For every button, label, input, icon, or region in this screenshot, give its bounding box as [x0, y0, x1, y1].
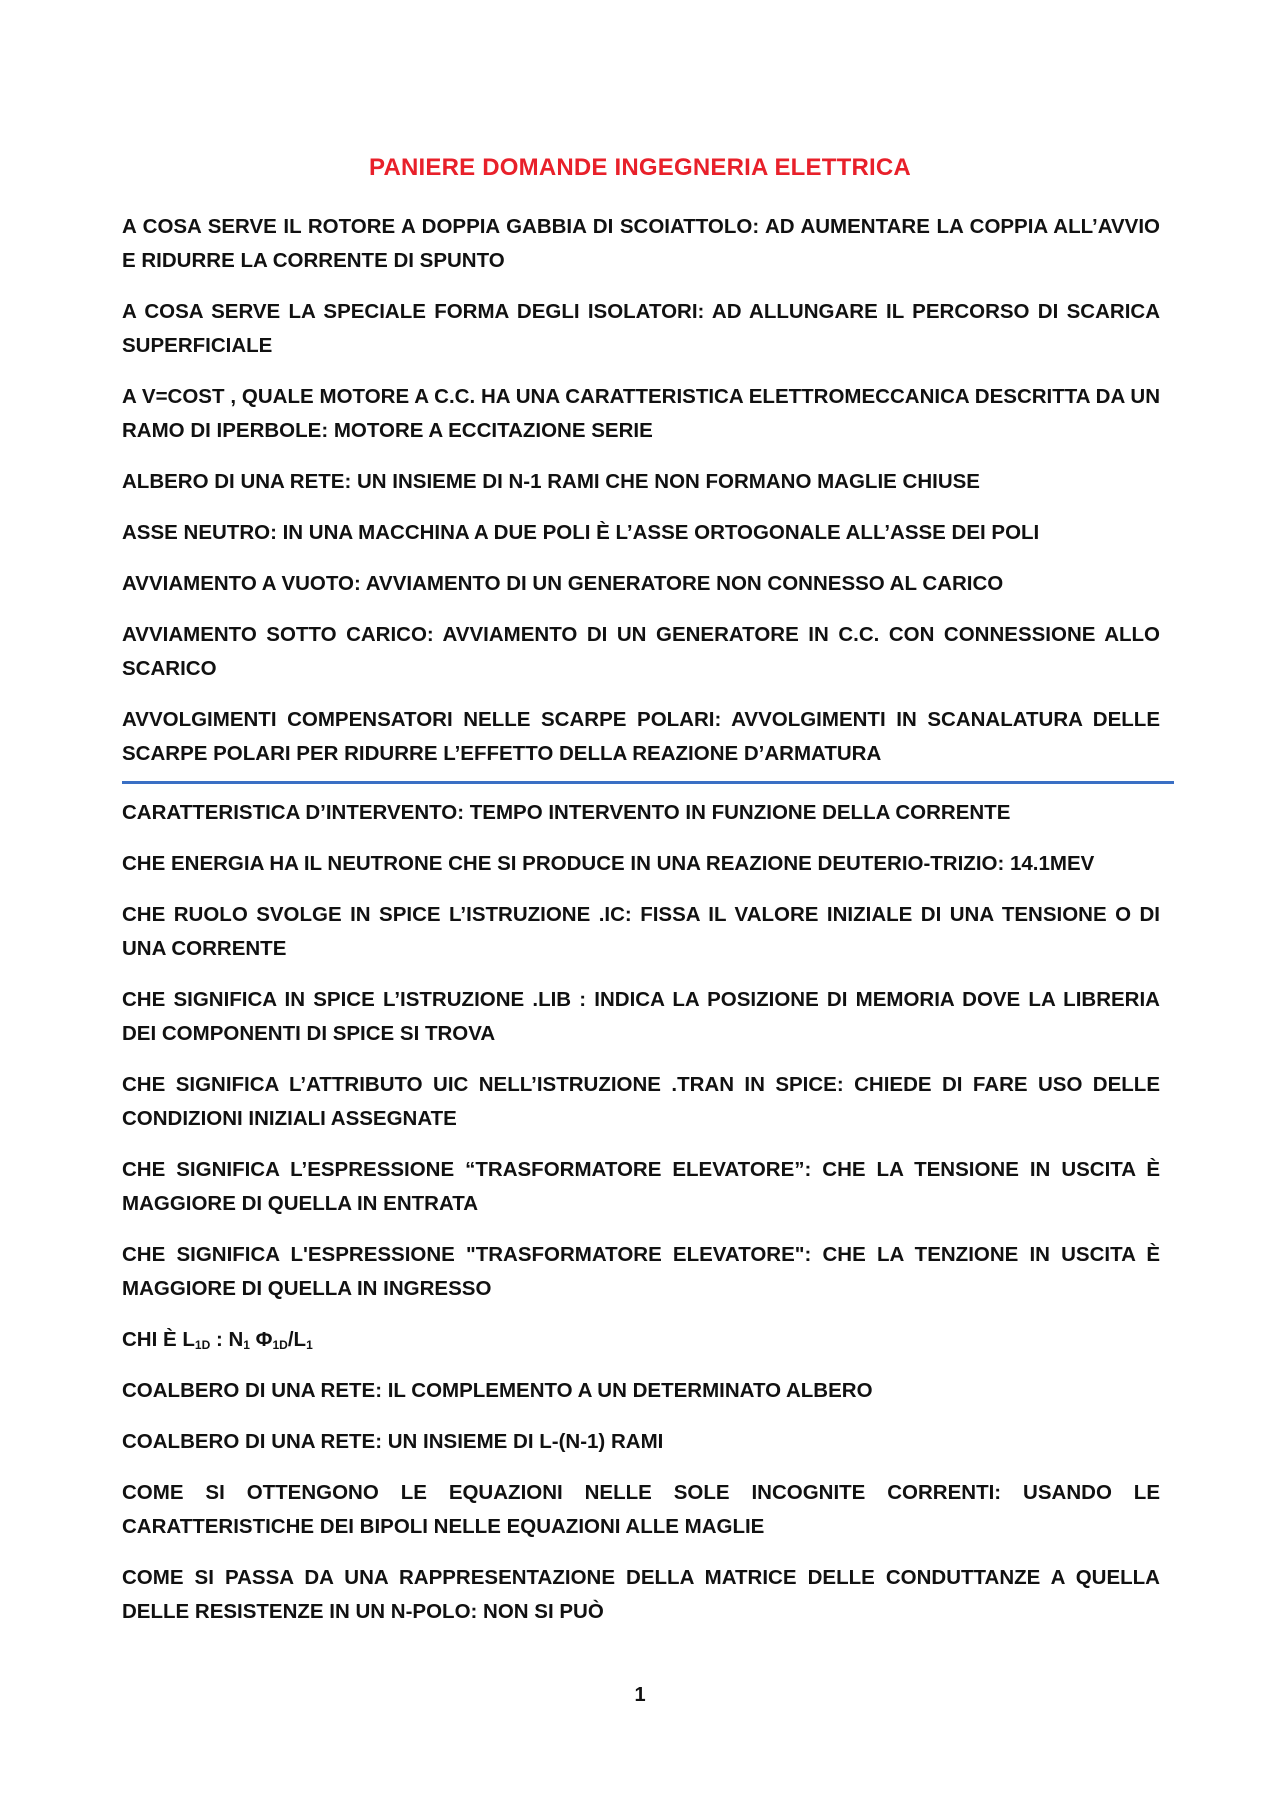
question-entry: COME SI PASSA DA UNA RAPPRESENTAZIONE DELLA MATRICE DELLE CONDUTTANZE A QUELLA DELLE RESISTENZE IN UN N-POLO: NON SI PUÒ: [122, 1566, 1160, 1623]
question-entry: A V=COST , QUALE MOTORE A C.C. HA UNA CARATTERISTICA ELETTROMECCANICA DESCRITTA DA UN RAMO DI IPERBOLE: MOTORE A ECCITAZIONE SERIE: [122, 385, 1160, 442]
formula-subscript: 1: [306, 1338, 313, 1352]
formula-prefix: CHI È L: [122, 1328, 195, 1351]
question-entry: ASSE NEUTRO: IN UNA MACCHINA A DUE POLI È L’ASSE ORTOGONALE ALL’ASSE DEI POLI: [122, 521, 1040, 544]
document-title: PANIERE DOMANDE INGEGNERIA ELETTRICA: [369, 154, 911, 181]
question-entry: CHE SIGNIFICA L’ATTRIBUTO UIC NELL’ISTRUZIONE .TRAN IN SPICE: CHIEDE DI FARE USO DELLE CONDIZIONI INIZIALI ASSEGNATE: [122, 1073, 1160, 1130]
formula-mid: : N: [210, 1328, 244, 1351]
question-entry: CHE SIGNIFICA L'ESPRESSIONE "TRASFORMATORE ELEVATORE": CHE LA TENZIONE IN USCITA È MAGGIORE DI QUELLA IN INGRESSO: [122, 1243, 1160, 1300]
formula-phi: Φ: [249, 1328, 273, 1351]
formula-slash: /L: [287, 1328, 307, 1351]
question-entry: A COSA SERVE IL ROTORE A DOPPIA GABBIA DI SCOIATTOLO: AD AUMENTARE LA COPPIA ALL’AVVIO E RIDURRE LA CORRENTE DI SPUNTO: [122, 215, 1160, 272]
question-entry: ALBERO DI UNA RETE: UN INSIEME DI N-1 RAMI CHE NON FORMANO MAGLIE CHIUSE: [122, 470, 980, 493]
question-entry: COME SI OTTENGONO LE EQUAZIONI NELLE SOLE INCOGNITE CORRENTI: USANDO LE CARATTERISTICHE DEI BIPOLI NELLE EQUAZIONI ALLE MAGLIE: [122, 1481, 1160, 1538]
question-entry: AVVIAMENTO SOTTO CARICO: AVVIAMENTO DI UN GENERATORE IN C.C. CON CONNESSIONE ALLO SCARICO: [122, 623, 1160, 680]
question-entry: CHE SIGNIFICA IN SPICE L’ISTRUZIONE .LIB : INDICA LA POSIZIONE DI MEMORIA DOVE LA LIBRERIA DEI COMPONENTI DI SPICE SI TROVA: [122, 988, 1160, 1045]
question-entry: CARATTERISTICA D’INTERVENTO: TEMPO INTERVENTO IN FUNZIONE DELLA CORRENTE: [122, 801, 1011, 824]
page-number: 1: [634, 1684, 646, 1706]
formula-subscript: 1D: [194, 1338, 211, 1352]
formula-subscript: 1D: [272, 1338, 288, 1352]
question-entry: CHE RUOLO SVOLGE IN SPICE L’ISTRUZIONE .IC: FISSA IL VALORE INIZIALE DI UNA TENSIONE O DI UNA CORRENTE: [122, 903, 1160, 960]
question-entry: AVVIAMENTO A VUOTO: AVVIAMENTO DI UN GENERATORE NON CONNESSO AL CARICO: [122, 572, 1004, 595]
question-entry: A COSA SERVE LA SPECIALE FORMA DEGLI ISOLATORI: AD ALLUNGARE IL PERCORSO DI SCARICA SUPERFICIALE: [122, 300, 1160, 357]
question-list: [122, 210, 1160, 1646]
question-entry: AVVOLGIMENTI COMPENSATORI NELLE SCARPE POLARI: AVVOLGIMENTI IN SCANALATURA DELLE SCARPE POLARI PER RIDURRE L’EFFETTO DELLA REAZIONE D’ARMATURA: [122, 708, 1160, 765]
section-divider: [122, 781, 1174, 784]
question-entry: COALBERO DI UNA RETE: IL COMPLEMENTO A UN DETERMINATO ALBERO: [122, 1379, 873, 1402]
question-entry: COALBERO DI UNA RETE: UN INSIEME DI L-(N-1) RAMI: [122, 1430, 664, 1453]
question-entry: CHE ENERGIA HA IL NEUTRONE CHE SI PRODUCE IN UNA REAZIONE DEUTERIO-TRIZIO: 14.1MEV: [122, 852, 1095, 875]
formula-entry: [122, 1323, 1160, 1357]
question-entry: CHE SIGNIFICA L’ESPRESSIONE “TRASFORMATORE ELEVATORE”: CHE LA TENSIONE IN USCITA È MAGGIORE DI QUELLA IN ENTRATA: [122, 1158, 1160, 1215]
formula-subscript: 1: [243, 1338, 250, 1352]
